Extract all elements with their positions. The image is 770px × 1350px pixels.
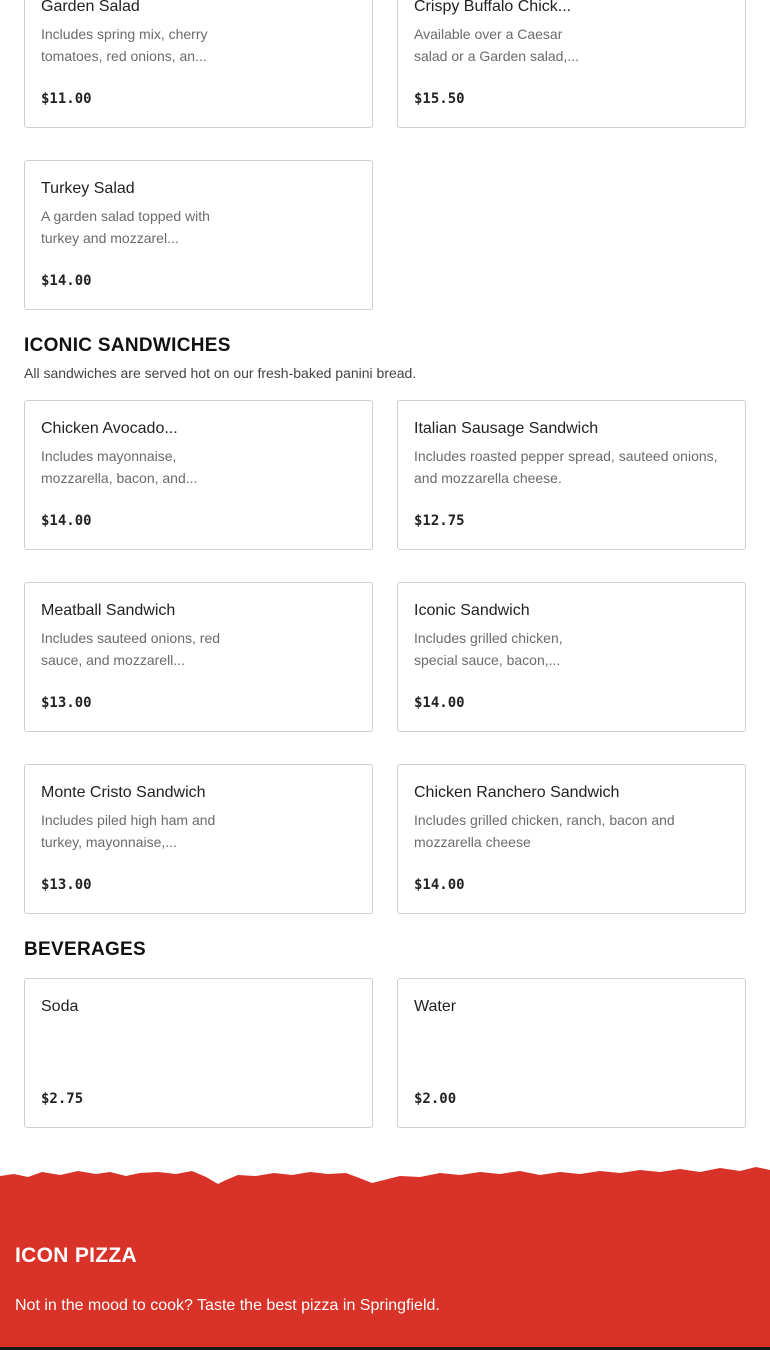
menu-item-card[interactable] <box>24 400 373 550</box>
menu-item-price: $14.00 <box>41 513 92 529</box>
menu-item-description: Includes grilled chicken, special sauce, bacon,... <box>414 630 563 668</box>
menu-item-name: Turkey Salad <box>41 180 135 197</box>
menu-item-price: $12.75 <box>414 513 465 529</box>
menu-item-name: Crispy Buffalo Chick... <box>414 0 572 15</box>
menu-item-card[interactable] <box>397 0 746 128</box>
site-footer <box>0 1160 770 1350</box>
menu-item-description: Includes piled high ham and turkey, mayonnaise,... <box>41 812 216 850</box>
menu-item-card[interactable] <box>397 582 746 732</box>
menu-item-card[interactable] <box>24 582 373 732</box>
menu-item-description: Available over a Caesar salad or a Garden salad,... <box>414 26 579 64</box>
menu-item-price: $14.00 <box>414 695 465 711</box>
menu-item-name: Italian Sausage Sandwich <box>414 420 599 437</box>
section-title: BEVERAGES <box>24 939 147 960</box>
menu-item-name: Monte Cristo Sandwich <box>41 784 206 801</box>
menu-item-price: $15.50 <box>414 91 465 107</box>
menu-item-price: $13.00 <box>41 695 92 711</box>
menu-item-description: Includes spring mix, cherry tomatoes, red onions, an... <box>41 26 208 64</box>
footer-background <box>0 1190 770 1347</box>
menu-item-card[interactable] <box>24 160 373 310</box>
menu-item-name: Water <box>414 998 457 1015</box>
menu-item-name: Meatball Sandwich <box>41 602 176 619</box>
menu-item-card[interactable] <box>24 0 373 128</box>
menu-item-description: A garden salad topped with turkey and mozzarel... <box>41 208 210 246</box>
section-title: ICONIC SANDWICHES <box>24 335 231 356</box>
menu-item-card[interactable] <box>397 764 746 914</box>
menu-item-price: $2.75 <box>41 1091 84 1107</box>
menu-item-name: Soda <box>41 998 79 1015</box>
menu-item-card[interactable] <box>397 978 746 1128</box>
footer-tagline: Not in the mood to cook? Taste the best pizza in Springfield. <box>15 1297 440 1314</box>
menu-item-name: Garden Salad <box>41 0 140 15</box>
menu-item-price: $14.00 <box>414 877 465 893</box>
menu-item-price: $2.00 <box>414 1091 457 1107</box>
menu-item-description: Includes sauteed onions, red sauce, and mozzarell... <box>41 630 221 668</box>
menu-item-name: Chicken Ranchero Sandwich <box>414 784 620 801</box>
menu-item-price: $13.00 <box>41 877 92 893</box>
footer-brand: ICON PIZZA <box>15 1244 137 1267</box>
menu-item-card[interactable] <box>397 400 746 550</box>
menu-item-description: Includes roasted pepper spread, sauteed onions, and mozzarella cheese. <box>414 448 718 486</box>
menu-item-description: Includes mayonnaise, mozzarella, bacon, and... <box>41 448 198 486</box>
menu-item-card[interactable] <box>24 764 373 914</box>
menu-item-name: Iconic Sandwich <box>414 602 530 619</box>
menu-item-description: Includes grilled chicken, ranch, bacon and mozzarella cheese <box>414 812 675 850</box>
menu-item-price: $11.00 <box>41 91 92 107</box>
menu-item-name: Chicken Avocado... <box>41 420 178 437</box>
section-subtitle: All sandwiches are served hot on our fresh-baked panini bread. <box>24 365 417 381</box>
menu-item-price: $14.00 <box>41 273 92 289</box>
menu-item-card[interactable] <box>24 978 373 1128</box>
